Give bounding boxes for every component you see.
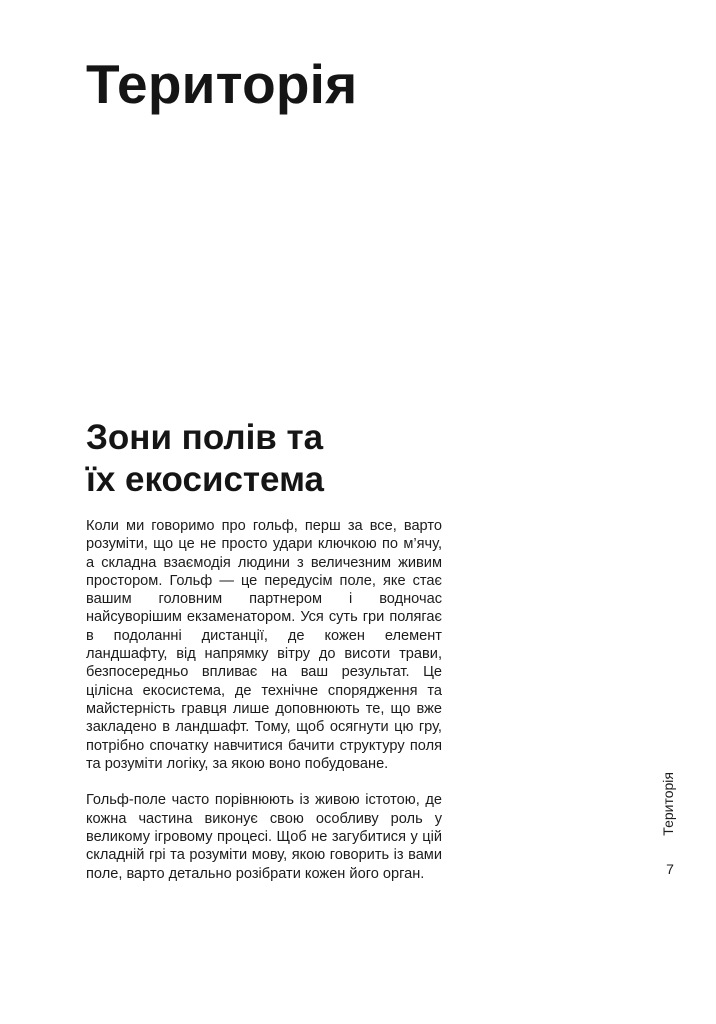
page-number: 7	[666, 861, 674, 877]
section-heading-line-2: їх екосистема	[86, 460, 324, 499]
body-text	[86, 517, 442, 883]
paragraph-2: Гольф-поле часто порівнюють із живою істотою, де кожна частина виконує свою особливу роль у великому ігровому процесі. Щоб не загубитися у цій складній грі та розуміти мову, якою говорить із вами поле, варто детально розібрати кожен його орган.	[86, 792, 442, 882]
section-heading-line-1: Зони полів та	[86, 418, 324, 457]
running-header: Територія	[660, 772, 676, 836]
section-heading	[86, 417, 324, 501]
paragraph-1: Коли ми говоримо про гольф, перш за все, варто розуміти, що це не просто удари ключкою по м’ячу, а складна взаємодія людини з величезним живим простором. Гольф — це передусім поле, яке стає вашим головним партнером і водночас найсуворішим екзаменатором. Уся суть гри полягає в подоланні дистанції, де кожен елемент ландшафту, від напрямку вітру до висоти трави, безпосередньо впливає на ваш результат. Це цілісна екосистема, де технічне спорядження та майстерність гравця лише доповнюють те, що вже закладено в ландшафт. Тому, щоб осягнути цю гру, потрібно спочатку навчитися бачити структуру поля та розуміти логіку, за якою воно побудоване.	[86, 518, 442, 772]
chapter-title: Територія	[86, 53, 358, 115]
